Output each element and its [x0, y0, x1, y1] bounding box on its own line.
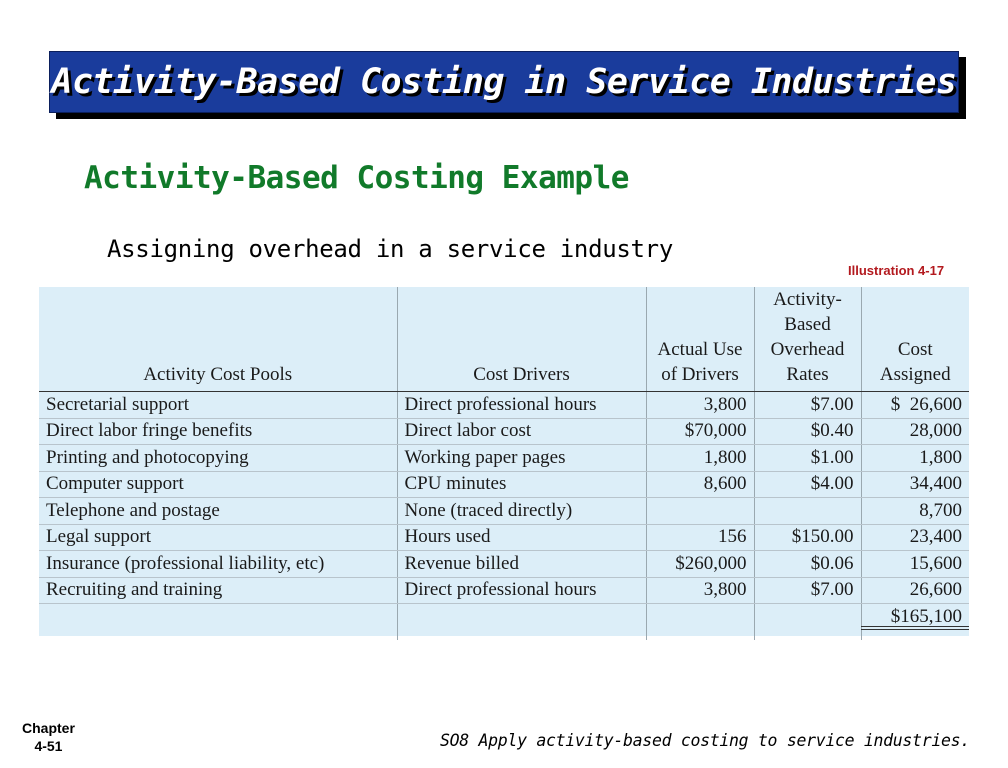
cell-cost-assigned: 15,600	[861, 551, 969, 578]
header-row	[39, 287, 969, 392]
cell-cost-driver: None (traced directly)	[397, 498, 646, 525]
cell-actual-use: 3,800	[646, 392, 754, 419]
cell-cost-assigned: 28,000	[861, 418, 969, 445]
cell-activity-pool: Direct labor fringe benefits	[39, 418, 397, 445]
chapter-number: 4-51	[34, 738, 63, 754]
cell-cost-driver: Direct professional hours	[397, 577, 646, 604]
cell-cost-assigned: $ 26,600	[861, 392, 969, 419]
cell-cost-driver: Revenue billed	[397, 551, 646, 578]
study-objective-footer: SO8 Apply activity-based costing to service industries.	[440, 731, 970, 750]
cell-activity-pool: Legal support	[39, 524, 397, 551]
cell-activity-pool: Computer support	[39, 471, 397, 498]
caption-text: Assigning overhead in a service industry	[107, 235, 673, 263]
cell-activity-pool: Recruiting and training	[39, 577, 397, 604]
cell-actual-use	[646, 498, 754, 525]
total-row	[39, 604, 969, 630]
table-row	[39, 418, 969, 445]
cost-table	[39, 287, 969, 640]
header-cost-assigned: Cost Assigned	[861, 287, 969, 392]
cell-actual-use: 1,800	[646, 445, 754, 472]
total-cost-cell: $165,100	[861, 604, 969, 630]
header-activity-cost-pools: Activity Cost Pools	[39, 287, 397, 392]
cell-activity-pool: Telephone and postage	[39, 498, 397, 525]
cell-actual-use: $70,000	[646, 418, 754, 445]
cell-rate: $150.00	[754, 524, 861, 551]
abc-table	[39, 287, 969, 636]
cell-rate: $0.06	[754, 551, 861, 578]
table-row	[39, 524, 969, 551]
cell-rate: $7.00	[754, 577, 861, 604]
header-actual-use: Actual Use of Drivers	[646, 287, 754, 392]
blank-row	[39, 630, 969, 640]
cell-actual-use: $260,000	[646, 551, 754, 578]
table-row	[39, 498, 969, 525]
cell-cost-assigned: 23,400	[861, 524, 969, 551]
table-row	[39, 392, 969, 419]
cell-cost-driver: Direct professional hours	[397, 392, 646, 419]
chapter-label	[22, 719, 75, 755]
cell-cost-assigned: 8,700	[861, 498, 969, 525]
section-heading: Activity-Based Costing Example	[84, 160, 629, 196]
cell-cost-assigned: 1,800	[861, 445, 969, 472]
cell-actual-use: 156	[646, 524, 754, 551]
cell-rate: $4.00	[754, 471, 861, 498]
cell-activity-pool: Insurance (professional liability, etc)	[39, 551, 397, 578]
cell-cost-driver: Direct labor cost	[397, 418, 646, 445]
chapter-word: Chapter	[22, 720, 75, 736]
cell-cost-driver: CPU minutes	[397, 471, 646, 498]
cell-rate: $7.00	[754, 392, 861, 419]
slide-title: Activity-Based Costing in Service Industries	[51, 62, 957, 102]
table-body	[39, 392, 969, 640]
cell-activity-pool: Printing and photocopying	[39, 445, 397, 472]
total-double-underline	[861, 626, 969, 630]
cell-cost-assigned: 26,600	[861, 577, 969, 604]
table-row	[39, 445, 969, 472]
cell-cost-driver: Working paper pages	[397, 445, 646, 472]
table-row	[39, 551, 969, 578]
cell-cost-assigned: 34,400	[861, 471, 969, 498]
cell-rate: $1.00	[754, 445, 861, 472]
cell-actual-use: 8,600	[646, 471, 754, 498]
cell-activity-pool: Secretarial support	[39, 392, 397, 419]
cell-rate: $0.40	[754, 418, 861, 445]
cell-rate	[754, 498, 861, 525]
table-row	[39, 471, 969, 498]
table-row	[39, 577, 969, 604]
cell-cost-driver: Hours used	[397, 524, 646, 551]
header-cost-drivers: Cost Drivers	[397, 287, 646, 392]
cell-actual-use: 3,800	[646, 577, 754, 604]
illustration-label: Illustration 4-17	[848, 263, 945, 278]
header-overhead-rates: Activity-Based Overhead Rates	[754, 287, 861, 392]
title-banner	[49, 51, 959, 113]
